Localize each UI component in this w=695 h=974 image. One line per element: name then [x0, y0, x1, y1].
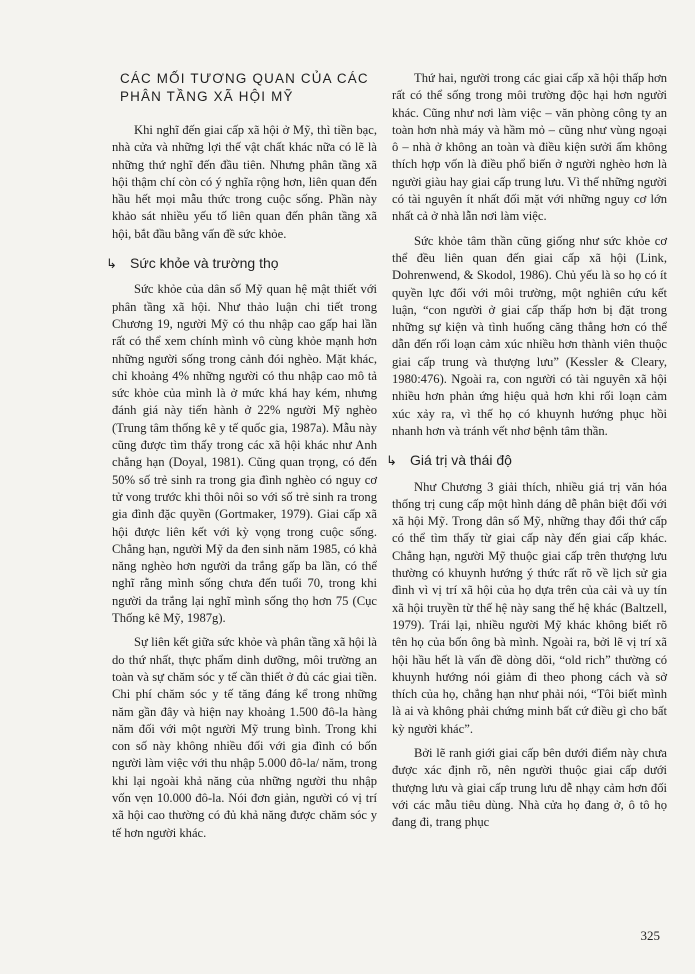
page-number: 325	[640, 928, 660, 943]
subheading-health	[106, 255, 377, 272]
title-line-1: CÁC MỐI TƯƠNG QUAN CỦA CÁC	[120, 71, 369, 86]
subheading-values-label: Giá trị và thái độ	[410, 452, 512, 469]
mental-health-paragraph: Sức khỏe tâm thần cũng giống như sức khỏe cơ thể đều liên quan đến giai cấp xã hội (Link, Dohrenwend, & Skodol, 1986). Chủ yếu là so họ có ít quyền lực đối với môi trường, một nghiên cứu kết luận, “con người ở giai cấp thấp hơn bị đặt trong những sự kiện và tình huống căng thẳng hơn có thể dẫn đến rối loạn cảm xúc nhiều hơn thành viên thuộc giai cấp trung và thượng lưu” (Kessler & Cleary, 1980:476). Ngoài ra, con người có tài nguyên xã hội nhiều hơn phản ứng hiệu quả hơn khi rối loạn cảm xúc xảy ra, vì thế họ có khuynh hướng phục hồi nhanh hơn và tránh vết nhơ bệnh tâm thần.	[392, 233, 667, 438]
section-title	[120, 70, 377, 106]
intro-paragraph: Khi nghĩ đến giai cấp xã hội ở Mỹ, thì tiền bạc, nhà cửa và những lợi thế vật chất khác nữa có lẽ là những thứ nghĩ đến đầu tiên. Nhưng phân tầng xã hội thậm chí còn có ý nghĩa rộng hơn, liên quan đến hầu hết mọi mẫu thức trong cuộc sống. Phần này khảo sát nhiều yếu tố liên quan đến phân tầng xã hội, bắt đầu bằng vấn đề sức khỏe.	[112, 123, 377, 241]
title-line-2: PHÂN TẦNG XÃ HỘI MỸ	[120, 89, 294, 104]
left-column	[106, 70, 377, 849]
subheading-values	[386, 452, 667, 469]
health-paragraph-2: Sự liên kết giữa sức khỏe và phân tầng xã hội là do thứ nhất, thực phẩm dinh dưỡng, môi trường an toàn và sự chăm sóc y tế cần thiết ở đủ các giai tiền. Chi phí chăm sóc y tế tăng đáng kể trong những năm gần đây và hiện nay khoảng 1.500 đô-la hàng năm đối với một người Mỹ trung bình. Trong khi con số này không nhiều đối với gia đình có bốn người làm việc với thu nhập 5.000 đô-la/ năm, trong khi lại ngoài khả năng của những người thu nhập vốn vẹn 10.000 đô-la. Nói đơn giản, người có vị trí xã hội cao thường có đủ khả năng được chăm sóc y tế hơn người khác.	[112, 635, 377, 840]
bullet-leaf-icon: ↳	[386, 453, 397, 469]
subheading-health-label: Sức khỏe và trường thọ	[130, 255, 279, 272]
health-paragraph-1: Sức khỏe của dân số Mỹ quan hệ mật thiết với phân tầng xã hội. Như thảo luận chi tiết trong Chương 19, người Mỹ có thu nhập cao gấp hai lần rất có thể xem chính mình vô cùng khỏe mạnh hơn những người sống trong cảnh đói nghèo. Mặt khác, chỉ khoảng 4% những người có thu nhập cao mô tả sức khỏe của mình là ở mức khá hay kém, nhưng đánh giá này tiến hành ở 22% người Mỹ nghèo (Trung tâm thống kê y tế quốc gia, 1987a). Mẫu này cũng được tìm thấy trong các xã hội khác như Anh chẳng hạn (Doyal, 1981). Cũng quan trọng, có đến 50% số trẻ sinh ra trong gia đình nghèo có nguy cơ tử vong trước khi thôi nôi so với số trẻ sinh ra trong gia đình đặc quyền (Gortmaker, 1979). Giai cấp xã hội được liên kết với kỳ vọng trong cuộc sống. Chẳng hạn, người Mỹ da đen sinh năm 1985, có khả năng nghèo hơn người da trắng gấp ba lần, có thể nghĩ rằng mình sống chưa đến tuổi 70, trong khi người da trắng lại nghĩ mình sống thọ hơn 75 (Cục Thống kê Mỹ, 1987g).	[112, 282, 377, 626]
values-paragraph-1: Như Chương 3 giải thích, nhiều giá trị văn hóa thống trị cung cấp một hình dáng dễ phân biệt đối với xã hội Mỹ. Trong dân số Mỹ, những thay đổi thứ cấp có thể tìm thấy từ giai cấp này đến giai cấp khác. Chẳng hạn, người Mỹ thuộc giai cấp trên thượng lưu thường có khuynh hướng ý thức rất rõ về lịch sử gia đình vì vị trí xã hội của họ dựa trên của cải và uy tín xã hội truyền từ thế hệ này sang thế hệ khác (Baltzell, 1979). Trái lại, nhiều người Mỹ khác không biết rõ tên họ của bốn ông bà mình. Ngoài ra, bởi lẽ vị trí xã hội hầu hết là vấn đề dòng dõi, “old rich” thường có khuynh hướng nói giảm đi theo phong cách và sở thích của họ, chẳng hạn như phải nói, “Tôi biết mình là ai và không phải chứng minh bất cứ điều gì cho bất kỳ người khác”.	[392, 479, 667, 736]
bullet-leaf-icon: ↳	[106, 256, 117, 272]
values-paragraph-2: Bởi lẽ ranh giới giai cấp bên dưới điểm này chưa được xác định rõ, nên người thuộc giai cấp dưới thượng lưu và giai cấp trung lưu dễ nhạy cảm hơn đối với các mẫu tiêu dùng. Nhà cửa họ đang ở, ô tô họ đang đi, trang phục	[392, 745, 667, 830]
right-column	[386, 70, 667, 838]
environment-paragraph: Thứ hai, người trong các giai cấp xã hội thấp hơn rất có thể sống trong môi trường độc hại hơn người khác. Cũng như nơi làm việc – văn phòng công ty an toàn hơn nhà máy và hầm mỏ – cũng như vùng ngoại ô – nhà ở không an toàn và điều kiện sưởi ấm không thích hợp vốn là điều phổ biến ở người nghèo hơn là người giàu hay giai cấp trung lưu. Vì thế những người có tài nguyên ít nhất đối mặt với những nguy cơ lớn nhất cả ở nhà lẫn nơi làm việc.	[392, 71, 667, 224]
